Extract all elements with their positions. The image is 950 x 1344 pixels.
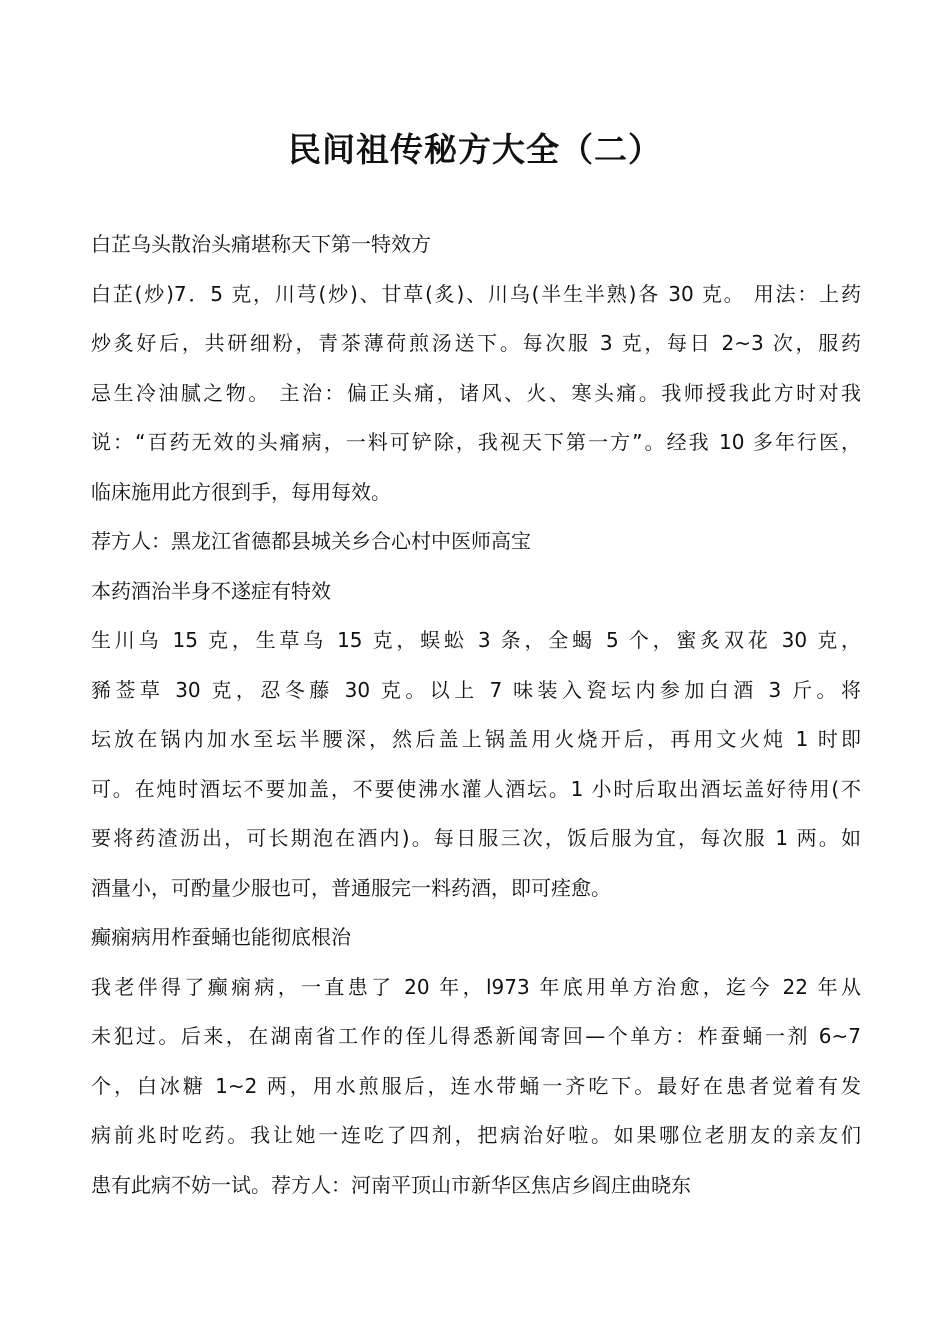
body-line: 坛放在锅内加水至坛半腰深，然后盖上锅盖用火烧开后，再用文火炖 1 时即 xyxy=(91,727,861,751)
body-line: 白芷(炒)7．5 克，川芎(炒)、甘草(炙)、川乌(半生半熟)各 30 克。 用法：上药 xyxy=(91,281,861,306)
recommender-line: 荐方人：黑龙江省德都县城关乡合心村中医师高宝 xyxy=(91,529,531,553)
body-line: 病前兆时吃药。我让她一连吃了四剂，把病治好啦。如果哪位老朋友的亲友们 xyxy=(91,1123,861,1147)
body-line: 可。在炖时酒坛不要加盖，不要使沸水灌人酒坛。1 小时后取出酒坛盖好待用(不 xyxy=(91,776,861,801)
body-line: 要将药渣沥出，可长期泡在酒内)。每日服三次，饭后服为宜，每次服 1 两。如 xyxy=(91,826,861,850)
document-title: 民间祖传秘方大全（二） xyxy=(288,130,662,169)
section-heading: 本药酒治半身不遂症有特效 xyxy=(91,578,331,603)
body-line: 豨莶草 30 克，忍冬藤 30 克。以上 7 味装入瓷坛内参加白酒 3 斤。将 xyxy=(91,677,861,702)
body-line: 忌生冷油腻之物。 主治：偏正头痛，诸风、火、寒头痛。我师授我此方时对我 xyxy=(91,380,861,405)
body-line: 患有此病不妨一试。荐方人：河南平顶山市新华区焦店乡阎庄曲晓东 xyxy=(91,1172,691,1197)
body-line: 未犯过。后来，在湖南省工作的侄儿得悉新闻寄回—个单方：柞蚕蛹一剂 6~7 xyxy=(91,1024,861,1048)
body-line: 酒量小，可酌量少服也可，普通服完一料药酒，即可痊愈。 xyxy=(91,875,611,900)
body-line: 炒炙好后，共研细粉，青茶薄荷煎汤送下。每次服 3 克，每日 2~3 次，服药 xyxy=(91,331,861,355)
document-body xyxy=(91,220,861,1210)
body-line: 我老伴得了癫痫病，一直患了 20 年，l973 年底用单方治愈，迄今 22 年从 xyxy=(91,974,861,999)
body-line: 说：“百药无效的头痛病，一料可铲除，我视天下第一方”。经我 10 多年行医， xyxy=(91,430,861,454)
section-heading: 癫痫病用柞蚕蛹也能彻底根治 xyxy=(91,925,351,949)
body-line: 生川乌 15 克，生草乌 15 克，蜈蚣 3 条，全蝎 5 个，蜜炙双花 30 克， xyxy=(91,628,861,652)
body-line: 临床施用此方很到手，每用每效。 xyxy=(91,479,391,504)
body-line: 个，白冰糖 1~2 两，用水煎服后，连水带蛹一齐吃下。最好在患者觉着有发 xyxy=(91,1073,861,1098)
section-heading: 白芷乌头散治头痛堪称天下第一特效方 xyxy=(91,232,431,256)
